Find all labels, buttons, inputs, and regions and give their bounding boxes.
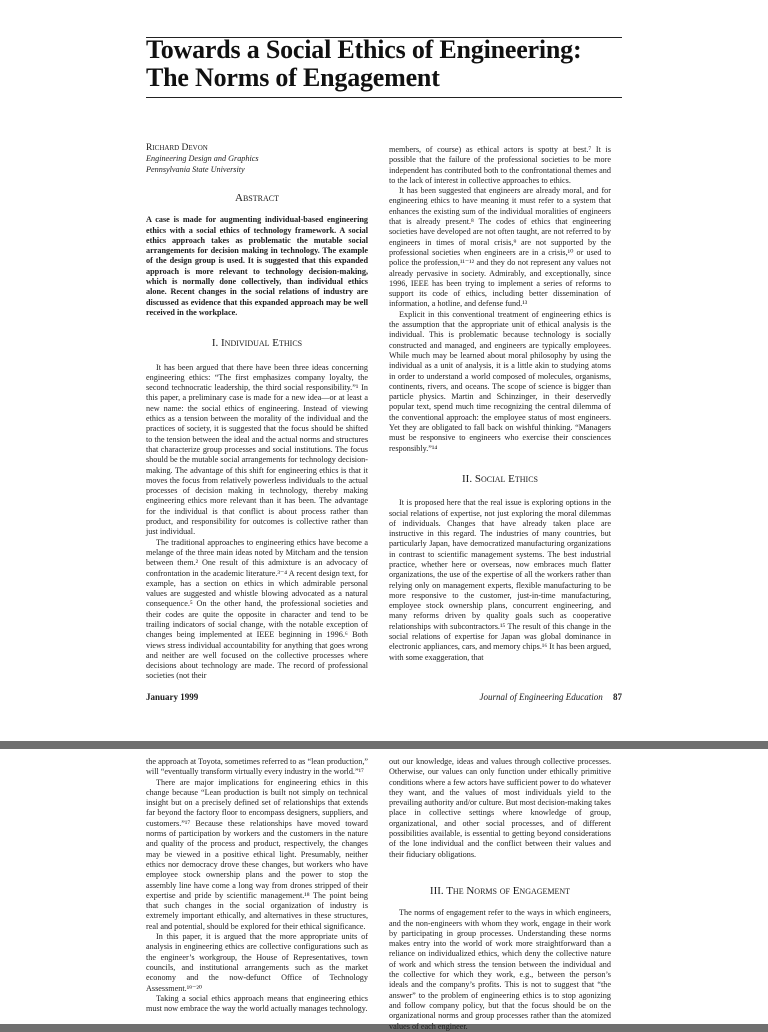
paragraph: Explicit in this conventional treatment of engineering ethics is the assumption that the appropriate unit of ethical analysis is the individual. This is problematic because technology is socially constructed and managed, and engineers are typically employees. While much may be learned about moral philosophy by using the individual as a unit of analysis, it is a little akin to studying atoms in order to understand a world composed of molecules, organisms, continents, rivers, and oceans. The scope of science is bigger than particle physics. Martin and Schinzinger, in their deservedly popular text, spend much time recognizing the central dilemma of the conventional approach: the employee status of most engineers. Yet they are obligated to fall back on wishful thinking. “Managers must be responsive to engineers who exercise their consciences responsibly.”¹⁴ [389, 309, 611, 453]
paragraph: It has been argued that there have been three ideas concerning engineering ethics: “The first emphasizes company loyalty, the second technocratic leadership, the third social responsibility.”¹ In this paper, a preliminary case is made for a new idea—or at least a new name: the social ethics of engineering. Instead of viewing ethics as a tension between the morality of the individual and the practices of society, it is suggested that the focus should be shifted to the tension between the ideal and the actual norms and structures that characterize group processes and social institutions. The focus should be the mutable social arrangements for technology decision-making. The advantage of this shift for engineering ethics is that it moves the focus from relatively powerless individuals to the actual processes of decision making in technology, thereby making engineering ethics more relevant than it has been. The advantage for the individual is that conflict is about process rather than product, and responsibility for outcomes is collective rather than just individual. [146, 362, 368, 537]
author-name: Richard Devon [146, 143, 208, 153]
paragraph: It has been suggested that engineers are already moral, and for engineering ethics to have meaning it must refer to a system that enhances the existing sum of the individual moralities of engineers that is already present.⁸ The codes of ethics that engineering societies have developed are not often taught, are not referred to by engineers in times of moral crisis,⁹ are not supported by the professional societies when engineers are in a crisis,¹⁰ or used to police the profession,¹¹⁻¹² and they do not represent any values not already pervasive in society. Admirably, and exceptionally, since 1996, IEEE has been trying to implement a series of reforms to support its code of ethics, including better dissemination of information, a hotline, and defense fund.¹³ [389, 186, 611, 309]
author-affiliation-univ: Pennsylvania State University [146, 164, 245, 174]
section-1-heading: I. Individual Ethics [211, 337, 303, 350]
paragraph: Taking a social ethics approach means that engineering ethics must now embrace the way the world actually manages technology. [146, 993, 368, 1014]
paragraph: members, of course) as ethical actors is spotty at best.⁷ It is possible that the failure of the professional societies to be more independent has contributed both to the confrontational themes and to the lack of interest in collective approaches to ethics. [389, 145, 611, 185]
paragraph: There are major implications for engineering ethics in this change because “Lean production is built not simply on technical insight but on a precisely defined set of relationships that extends far beyond the factory floor to encompass designers, suppliers, and customers.”¹⁷ Because these relationships have moved toward norms of participation by workers and the customers in the nature and quality of the process and product, respectively, the changes may be viewed in a positive ethical light. Presumably, neither ethics nor democracy drove these changes, but workers who have employee stock ownership plans and the power to stop the assembly line have come a long way from drones stripped of their expertise and pride by scientific management.¹⁸ The point being that such changes in the social organization of industry is extremely important ethically, and alternatives in these structures, real and potential, should be explored for their ethical significance. [146, 777, 368, 931]
page-88 [0, 749, 768, 1031]
section-3-heading: III. The Norms of Engagement [429, 884, 571, 897]
paragraph: the approach at Toyota, sometimes referred to as “lean production,” will “eventually transform virtually every industry in the world.”¹⁷ [146, 757, 368, 777]
footer-page-number: 87 [613, 692, 622, 702]
page2-left-column [146, 757, 368, 1014]
page1-left-column [146, 143, 368, 682]
page2-right-column [389, 757, 611, 1032]
paragraph: The traditional approaches to engineering ethics have become a melange of the three main ideas noted by Mitcham and the tension between them.² One result of this admixture is an advocacy of confrontation in the academic literature.³⁻⁴ A recent design text, for example, has a section on ethics in which admirable personal values are suggested and whistle blowing advocated as a natural consequence.⁵ On the other hand, the professional societies and their codes are quite the opposite in character and tend to be trailing indicators of social change, with the notable exception of changes being implemented at IEEE beginning in 1996.⁶ Both views stress individual accountability for anything that goes wrong and neither are well focused on the collective processes where decisions about technology are made. The record of professional societies (not their [146, 537, 368, 681]
paragraph: The norms of engagement refer to the ways in which engineers, and the non-engineers with whom they work, engage in their work by participating in group processes. Understanding these norms makes entry into the world of work more straightforward than a reliance on individualized ethics, which deny the collective nature of work and which stress the tension between the individual and the collective for which they work, e.g., between the person’s ideals and the company’s profits. This is not to suggest that “the answer” to the problem of engineering ethics is to stop agonizing and follow company policy, but that the focus should be on the organizational norms and group processes rather than the atomized values of each engineer. [389, 908, 611, 1031]
footer-journal [470, 692, 622, 702]
abstract-text: A case is made for augmenting individual-based engineering ethics with a social ethics of technology framework. A social ethics approach takes as problematic the mutable social arrangements for decision making in technology. The example of the design group is used. It is suggested that this expanded approach is more relevant to technology decision-making, which is normally done collectively, than individual ethics alone. Recent changes in the social relations of industry are discussed as evidence that this expanded approach may be well received in the workplace. [146, 215, 368, 317]
author-affiliation-dept: Engineering Design and Graphics [146, 154, 259, 163]
section-2-heading: II. Social Ethics [462, 472, 538, 485]
title-bottom-rule [146, 97, 622, 98]
paragraph: out our knowledge, ideas and values through collective processes. Otherwise, our values can only function under ethically primitive conditions where a few actors have sufficient power to do whatever they want, and the values of most individuals yield to the prevailing authority and/or culture. But most decision-making takes place in collective settings where knowledge of group, organizational, and other social processes, and of different possibilities available, is essential to getting beyond considerations of the lone individual and the conflict between their values and their fiduciary obligations. [389, 757, 611, 859]
paragraph: In this paper, it is argued that the more appropriate units of analysis in engineering ethics are collective configurations such as the engineer’s workgroup, the House of Representatives, town councils, and institutional arrangements such as the market economy and the now-defunct Office of Technology Assessment.¹⁹⁻²⁰ [146, 932, 368, 993]
page1-right-column [389, 145, 611, 663]
footer-date: January 1999 [146, 692, 199, 702]
article-title: Towards a Social Ethics of Engineering: The Norms of Engagement [146, 35, 582, 92]
abstract-heading: Abstract [235, 192, 279, 204]
paragraph: It is proposed here that the real issue is exploring options in the social relations of expertise, not just exploring the moral dilemmas of individuals. Changes that have already taken place are instructive in this regard. The industries of many countries, but particularly Japan, have democratized manufacturing organizations in contrast to scientific management systems. The best industrial practice, whether here or overseas, now embraces much flatter organizations, the use of the expertise of all the workers rather than relying only on management experts, flexible manufacturing to be more responsive to the customer, just-in-time manufacturing, employee stock ownership plans, concurrent engineering, and many reforms driven by quality goals such as cooperative relationships with subcontractors.¹⁵ The result of this change in the social relations of expertise for Japan was global dominance in electronic appliances, cars, and memory chips.¹⁶ It has been argued, with some exaggeration, that [389, 498, 611, 662]
footer-journal-name: Journal of Engineering Education [479, 692, 603, 702]
